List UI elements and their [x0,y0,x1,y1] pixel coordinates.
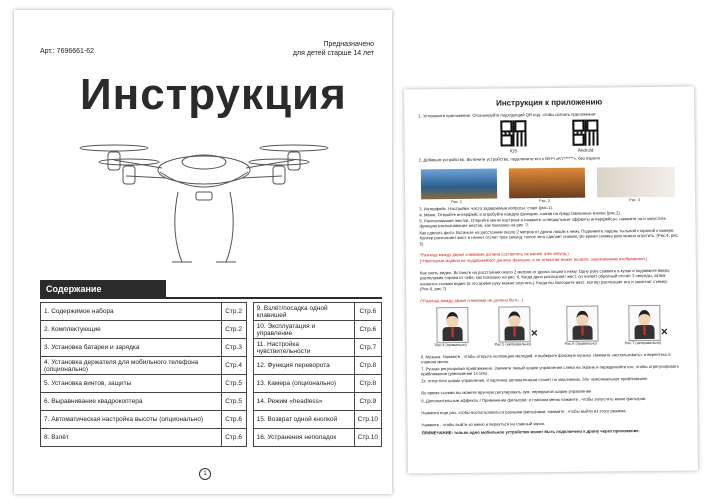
photo-note-2: (*Некоторые модели не поддерживают данную функцию, и не открытие может вызвать зацикливание изображения.) [419,255,648,264]
how-to-record-video: Как снять видео. Встаньте на расстоянии около 2 метров от дрона лицом к нему. Одну руку сожмите в кулак и поднимите вверх, расположив справа от себя, как показано на рис. 6. Когда дрон распознает жест, он начнет обратный отсчёт 3 секунды, затем начнется съемка видео (в это время руку можно опустить). Когда вы повторите жест, коптер распознает его и закончит съемку. (Рис.6, рис.7) [419,267,671,292]
toc-gap [246,393,253,411]
android-qr-code [572,119,598,145]
toc-item: 8. Взлёт [41,429,222,447]
step-install-app: 1. Установите приложение. Отсканируйте подходящий QR-код, чтобы скачать приложение: [418,111,597,119]
gesture-fig7-image [628,305,660,341]
toc-row [41,375,382,393]
toc-page: Стр.9 [354,393,381,411]
filters-exit: Нажмите , чтобы выйти из меню и вернуться на главный экран. [421,421,546,428]
toc-page: Стр.10 [354,429,381,447]
toc-page: Стр.4 [221,357,246,375]
fig2-label: Рис. 2 [539,199,550,204]
filters-switch: Нажмите еще раз, чтобы воспользоваться разными фильтрами, нажмите , чтобы выйти из этого режима. [421,408,627,416]
fig6-label: Рис.6 (правильно) [564,341,597,346]
toc-page: Стр.2 [221,321,246,339]
gesture-fig6-image [566,306,598,342]
step-music: 6. Музыка. Нажмите , чтобы открыть коллекцию мелодий, и выберите фоновую музыку. Нажмите «использовать» и вернитесь в главное меню. [420,351,671,365]
toc-item: 5. Установка винтов, защиты [41,375,222,393]
toc-gap [246,339,253,357]
photo-note-1: *Разница между двумя снимками должна составлять не менее трех секунд.) [419,250,569,258]
toc-page: Стр.5 [221,393,246,411]
manual-cover-page [14,10,392,494]
toc-gap [246,411,253,429]
fig7-label: Рис.7 (неправильно) [624,340,662,346]
zoom-details: 1x: отпустите шарик управления, и картинка автоматически станет по умолчанию. 50x: максимальное приближение. [421,375,649,384]
step-zoom: 7. Ручная регулировка приближения. Зажмите левый шарик управления слева на экране и передвигайте его, чтобы отрегулировать приближение (увеличение 1x-50x). [420,363,679,377]
toc-row [41,393,382,411]
toc-gap [246,303,253,321]
toc-gap [246,321,253,339]
step-add-device: 2. Добавьте устройство. Включите устройство, подключите его к Wi-Fi «KY******», без пароля [418,155,600,163]
page-number: 1 [199,468,211,480]
screenshot-fig2 [509,168,585,199]
age-line-1: Предназначено [323,41,374,48]
drone-illustration [74,122,334,272]
toc-page: Стр.2 [221,303,246,321]
toc-item: 14. Режим «headless» [253,393,354,411]
ios-label: IOS [509,148,518,154]
toc-gap [246,429,253,447]
toc-gap [246,357,253,375]
ios-qr-code [500,120,526,146]
toc-table [40,302,382,447]
toc-item: 13. Камера (опционально) [253,375,354,393]
toc-item: 3. Установка батареи и зарядка [41,339,222,357]
toc-item: 12. Функция переворота [253,357,354,375]
step-menu: 4. Меню. Откройте интерфейс и опробуйте каждую функцию, нажав на представленные кнопки (рис.2). [419,210,621,218]
app-instruction-title: Инструкция к приложению [496,97,603,108]
toc-page: Стр.3 [221,339,246,357]
article-number: Арт.: 7696661-62 [40,48,95,55]
toc-item: 16. Устранения неполадок [253,429,354,447]
manual-title: Инструкция [80,70,347,119]
toc-gap [246,375,253,393]
toc-item: 6. Выравнивание квадрокоптера [41,393,222,411]
note-single-device: ПРИМЕЧАНИЕ: только одно мобильное устройство может быть подключено к дрону через приложение. [421,428,640,436]
toc-item: 10. Эксплуатация и управление [253,321,354,339]
toc-row [41,357,382,375]
toc-divider [40,297,382,299]
toc-page: Стр.10 [354,411,381,429]
toc-page: Стр.5 [221,375,246,393]
video-note: (*Разница между двумя снимками не должна быть...) [420,297,524,304]
gesture-fig5-image [498,306,530,342]
step-interface: 3. Интерфейс. Настройки, часто задаваемые вопросы, старт (рис.1). [419,204,554,212]
toc-page: Стр.7 [354,339,381,357]
screenshot-fig3 [597,167,675,198]
toc-page: Стр.8 [354,357,381,375]
fig3-label: Рис. 3 [629,198,640,203]
gesture-fig4-image [436,307,468,343]
toc-row [41,339,382,357]
fig4-label: Рис.4 (правильно) [434,342,467,348]
toc-row [41,411,382,429]
toc-item: 15. Возврат одной кнопкой [253,411,354,429]
toc-item: 1. Содержимое набора [41,303,222,321]
toc-page: Стр.6 [221,411,246,429]
android-label: Android [577,147,594,153]
toc-item: 7. Автоматическая настройка высоты (опционально) [41,411,222,429]
age-notice [254,40,374,58]
fig1-label: Рис. 1 [451,199,462,205]
toc-page: Стр.6 [221,429,246,447]
toc-item: 11. Настройка чувствительности [253,339,354,357]
toc-item: 4. Установка держателя для мобильного телефона (опционально) [41,357,222,375]
toc-item: 9. Взлёт/посадка одной клавишей [253,303,354,321]
toc-heading: Содержание [40,280,166,298]
toc-row [41,429,382,447]
cross-mark-icon: ✕ [530,328,539,339]
age-line-2: для детей старше 14 лет [292,50,374,57]
step-filters: 8. Дополнительные эффекты / Применение фильтров: в главном меню нажмите , чтобы запустить меню фильтров. [421,396,647,404]
cross-mark-icon-2: ✕ [660,326,669,337]
toc-row [41,321,382,339]
toc-page: Стр.6 [354,321,381,339]
zoom-during-recording: Во время съемки вы можете вручную регулировать зум, передвигая шарик управления [421,388,592,396]
app-instruction-page [404,86,698,473]
toc-row [41,303,382,321]
step-gesture-recognition: 5. Распознавание жестов. Откройте меню настроек и нажмите «специальные эффекты интерфейса», нажмите на и запустите функцию распознавания жестов, как показано на рис. 3. [419,215,666,229]
toc-page: Стр.8 [354,375,381,393]
screenshot-fig1 [421,169,497,200]
toc-item: 2. Комплектующие [41,321,222,339]
toc-page: Стр.6 [354,303,381,321]
how-to-take-photo: Как сделать фото. Встаньте на расстоянии около 2 метров от дрона лицом к нему. Поднимите ладонь тыльной стороной к камере. Коптер распознает жест и начнет отсчет трех секунд, после чего сделает снимок. Во время снимка руку можно опустить. (Рис.4, рис. 5) [419,227,679,247]
fig5-label: Рис.5 (неправильно) [494,342,532,347]
